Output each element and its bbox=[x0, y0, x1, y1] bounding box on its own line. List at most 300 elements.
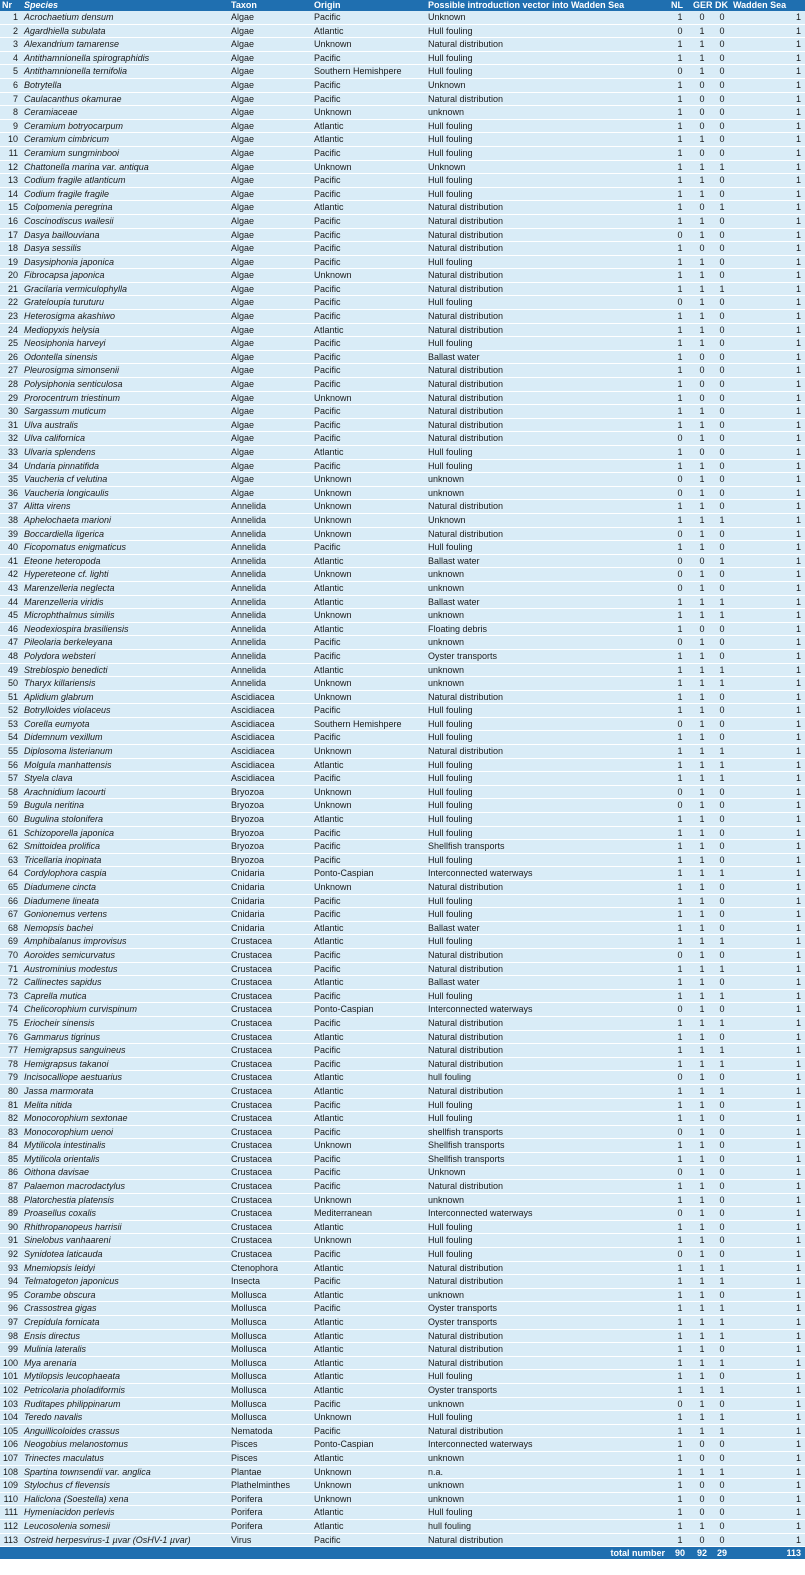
total-row bbox=[0, 1547, 805, 1560]
row-species: Polydora websteri bbox=[22, 649, 229, 663]
row-ger: 1 bbox=[691, 541, 713, 555]
row-species: Crepidula fornicata bbox=[22, 1316, 229, 1330]
row-nr: 90 bbox=[0, 1220, 22, 1234]
row-nl: 1 bbox=[669, 663, 691, 677]
row-nr: 93 bbox=[0, 1261, 22, 1275]
row-species: Stylochus cf flevensis bbox=[22, 1479, 229, 1493]
row-ger: 0 bbox=[691, 1492, 713, 1506]
row-vector: Natural distribution bbox=[426, 323, 669, 337]
row-dk: 0 bbox=[713, 242, 731, 256]
row-species: Corambe obscura bbox=[22, 1288, 229, 1302]
row-origin: Pacific bbox=[312, 1016, 426, 1030]
row-nl: 1 bbox=[669, 78, 691, 92]
table-row bbox=[0, 1261, 805, 1275]
table-row bbox=[0, 745, 805, 759]
row-nr: 55 bbox=[0, 745, 22, 759]
row-dk: 1 bbox=[713, 772, 731, 786]
row-dk: 1 bbox=[713, 1329, 731, 1343]
row-nl: 1 bbox=[669, 146, 691, 160]
table-row bbox=[0, 568, 805, 582]
table-row bbox=[0, 282, 805, 296]
row-nr: 80 bbox=[0, 1084, 22, 1098]
row-nl: 1 bbox=[669, 649, 691, 663]
row-nr: 54 bbox=[0, 731, 22, 745]
row-taxon: Porifera bbox=[229, 1519, 312, 1533]
row-vector: Hull fouling bbox=[426, 704, 669, 718]
row-vector: Ballast water bbox=[426, 976, 669, 990]
row-species: Oithona davisae bbox=[22, 1166, 229, 1180]
row-origin: Pacific bbox=[312, 432, 426, 446]
row-dk: 1 bbox=[713, 1424, 731, 1438]
row-vector: Hull fouling bbox=[426, 785, 669, 799]
row-vector: Unknown bbox=[426, 1166, 669, 1180]
row-nr: 100 bbox=[0, 1356, 22, 1370]
row-dk: 1 bbox=[713, 554, 731, 568]
row-vector: unknown bbox=[426, 106, 669, 120]
row-dk: 0 bbox=[713, 568, 731, 582]
row-ger: 1 bbox=[691, 38, 713, 52]
row-species: Mytilicola intestinalis bbox=[22, 1139, 229, 1153]
row-vector: Natural distribution bbox=[426, 214, 669, 228]
row-ger: 1 bbox=[691, 1152, 713, 1166]
row-origin: Atlantic bbox=[312, 813, 426, 827]
row-species: Gracilaria vermiculophylla bbox=[22, 282, 229, 296]
table-row bbox=[0, 214, 805, 228]
row-wadden: 1 bbox=[731, 948, 805, 962]
row-taxon: Crustacea bbox=[229, 948, 312, 962]
row-species: Marenzelleria viridis bbox=[22, 595, 229, 609]
row-vector: Hull fouling bbox=[426, 1098, 669, 1112]
row-nl: 1 bbox=[669, 1411, 691, 1425]
row-dk: 0 bbox=[713, 1071, 731, 1085]
row-vector: Hull fouling bbox=[426, 146, 669, 160]
row-dk: 0 bbox=[713, 527, 731, 541]
row-species: Diadumene lineata bbox=[22, 894, 229, 908]
row-vector: Ballast water bbox=[426, 921, 669, 935]
row-dk: 0 bbox=[713, 350, 731, 364]
row-nl: 1 bbox=[669, 405, 691, 419]
row-nl: 0 bbox=[669, 296, 691, 310]
row-ger: 0 bbox=[691, 242, 713, 256]
row-origin: Atlantic bbox=[312, 24, 426, 38]
row-origin: Unknown bbox=[312, 690, 426, 704]
row-nr: 3 bbox=[0, 38, 22, 52]
row-nl: 0 bbox=[669, 24, 691, 38]
row-ger: 1 bbox=[691, 310, 713, 324]
row-dk: 1 bbox=[713, 663, 731, 677]
row-nl: 1 bbox=[669, 745, 691, 759]
row-taxon: Crustacea bbox=[229, 1180, 312, 1194]
row-vector: unknown bbox=[426, 677, 669, 691]
table-row bbox=[0, 554, 805, 568]
row-taxon: Annelida bbox=[229, 609, 312, 623]
row-nl: 1 bbox=[669, 989, 691, 1003]
row-taxon: Cnidaria bbox=[229, 881, 312, 895]
row-vector: Natural distribution bbox=[426, 310, 669, 324]
row-vector: Oyster transports bbox=[426, 1316, 669, 1330]
row-species: Trinectes maculatus bbox=[22, 1451, 229, 1465]
row-nl: 1 bbox=[669, 1370, 691, 1384]
row-species: Diplosoma listerianum bbox=[22, 745, 229, 759]
row-origin: Pacific bbox=[312, 378, 426, 392]
row-origin: Pacific bbox=[312, 310, 426, 324]
row-species: Aoroides semicurvatus bbox=[22, 948, 229, 962]
row-species: Synidotea laticauda bbox=[22, 1248, 229, 1262]
table-row bbox=[0, 527, 805, 541]
row-taxon: Algae bbox=[229, 174, 312, 188]
row-dk: 0 bbox=[713, 853, 731, 867]
row-nl: 1 bbox=[669, 976, 691, 990]
row-nr: 96 bbox=[0, 1302, 22, 1316]
row-ger: 0 bbox=[691, 1451, 713, 1465]
row-origin: Pacific bbox=[312, 826, 426, 840]
row-wadden: 1 bbox=[731, 935, 805, 949]
row-taxon: Algae bbox=[229, 187, 312, 201]
row-species: Tricellaria inopinata bbox=[22, 853, 229, 867]
row-nl: 1 bbox=[669, 867, 691, 881]
row-nl: 0 bbox=[669, 1003, 691, 1017]
row-nl: 1 bbox=[669, 255, 691, 269]
row-taxon: Algae bbox=[229, 337, 312, 351]
row-wadden: 1 bbox=[731, 106, 805, 120]
row-taxon: Crustacea bbox=[229, 1166, 312, 1180]
row-wadden: 1 bbox=[731, 242, 805, 256]
table-row bbox=[0, 1220, 805, 1234]
row-nl: 1 bbox=[669, 282, 691, 296]
table-row bbox=[0, 1275, 805, 1289]
row-origin: Unknown bbox=[312, 609, 426, 623]
row-vector: Natural distribution bbox=[426, 38, 669, 52]
row-species: Antithamnionella spirographidis bbox=[22, 51, 229, 65]
row-ger: 1 bbox=[691, 690, 713, 704]
row-taxon: Ctenophora bbox=[229, 1261, 312, 1275]
row-origin: Pacific bbox=[312, 1166, 426, 1180]
row-nr: 109 bbox=[0, 1479, 22, 1493]
table-row bbox=[0, 1180, 805, 1194]
header-species: Species bbox=[22, 0, 229, 11]
row-ger: 1 bbox=[691, 595, 713, 609]
total-nl: 90 bbox=[669, 1547, 691, 1560]
row-nr: 6 bbox=[0, 78, 22, 92]
row-taxon: Crustacea bbox=[229, 1125, 312, 1139]
row-species: Arachnidium lacourti bbox=[22, 785, 229, 799]
row-vector: Unknown bbox=[426, 513, 669, 527]
row-dk: 0 bbox=[713, 459, 731, 473]
row-wadden: 1 bbox=[731, 1397, 805, 1411]
row-vector: Unknown bbox=[426, 78, 669, 92]
row-taxon: Algae bbox=[229, 11, 312, 24]
row-dk: 0 bbox=[713, 51, 731, 65]
row-dk: 1 bbox=[713, 1465, 731, 1479]
table-row bbox=[0, 772, 805, 786]
row-origin: Atlantic bbox=[312, 1451, 426, 1465]
row-nr: 58 bbox=[0, 785, 22, 799]
row-dk: 0 bbox=[713, 690, 731, 704]
row-wadden: 1 bbox=[731, 1343, 805, 1357]
header-wadden: Wadden Sea bbox=[731, 0, 805, 11]
row-nl: 1 bbox=[669, 921, 691, 935]
table-row bbox=[0, 1438, 805, 1452]
table-row bbox=[0, 337, 805, 351]
row-origin: Pacific bbox=[312, 989, 426, 1003]
row-origin: Unknown bbox=[312, 500, 426, 514]
row-ger: 1 bbox=[691, 1193, 713, 1207]
row-taxon: Algae bbox=[229, 119, 312, 133]
row-wadden: 1 bbox=[731, 1071, 805, 1085]
table-row bbox=[0, 581, 805, 595]
row-taxon: Ascidiacea bbox=[229, 758, 312, 772]
row-species: Anguillicoloides crassus bbox=[22, 1424, 229, 1438]
table-row bbox=[0, 269, 805, 283]
row-taxon: Crustacea bbox=[229, 1248, 312, 1262]
row-dk: 0 bbox=[713, 1370, 731, 1384]
row-dk: 0 bbox=[713, 133, 731, 147]
row-vector: Natural distribution bbox=[426, 418, 669, 432]
row-vector: Interconnected waterways bbox=[426, 1438, 669, 1452]
table-row bbox=[0, 432, 805, 446]
row-ger: 1 bbox=[691, 1139, 713, 1153]
row-species: Dasya baillouviana bbox=[22, 228, 229, 242]
row-dk: 0 bbox=[713, 1207, 731, 1221]
row-species: Schizoporella japonica bbox=[22, 826, 229, 840]
row-dk: 0 bbox=[713, 649, 731, 663]
row-origin: Pacific bbox=[312, 636, 426, 650]
row-nl: 1 bbox=[669, 908, 691, 922]
table-row bbox=[0, 1125, 805, 1139]
table-row bbox=[0, 1343, 805, 1357]
header-origin: Origin bbox=[312, 0, 426, 11]
row-nl: 1 bbox=[669, 1139, 691, 1153]
row-wadden: 1 bbox=[731, 1248, 805, 1262]
row-wadden: 1 bbox=[731, 1383, 805, 1397]
row-dk: 0 bbox=[713, 799, 731, 813]
row-nr: 74 bbox=[0, 1003, 22, 1017]
row-origin: Southern Hemishpere bbox=[312, 65, 426, 79]
row-nr: 69 bbox=[0, 935, 22, 949]
row-nl: 1 bbox=[669, 201, 691, 215]
row-species: Cordylophora caspia bbox=[22, 867, 229, 881]
row-wadden: 1 bbox=[731, 187, 805, 201]
row-origin: Unknown bbox=[312, 1234, 426, 1248]
row-vector: Hull fouling bbox=[426, 119, 669, 133]
row-ger: 1 bbox=[691, 704, 713, 718]
row-ger: 1 bbox=[691, 731, 713, 745]
row-wadden: 1 bbox=[731, 1084, 805, 1098]
row-vector: Hull fouling bbox=[426, 799, 669, 813]
row-ger: 0 bbox=[691, 11, 713, 24]
row-nr: 37 bbox=[0, 500, 22, 514]
row-vector: Hull fouling bbox=[426, 174, 669, 188]
table-row bbox=[0, 405, 805, 419]
row-vector: unknown bbox=[426, 1397, 669, 1411]
row-dk: 0 bbox=[713, 1139, 731, 1153]
table-row bbox=[0, 1465, 805, 1479]
row-wadden: 1 bbox=[731, 24, 805, 38]
table-row bbox=[0, 228, 805, 242]
row-wadden: 1 bbox=[731, 853, 805, 867]
row-dk: 0 bbox=[713, 486, 731, 500]
row-dk: 0 bbox=[713, 92, 731, 106]
row-dk: 0 bbox=[713, 1492, 731, 1506]
row-dk: 0 bbox=[713, 106, 731, 120]
row-ger: 1 bbox=[691, 174, 713, 188]
row-taxon: Mollusca bbox=[229, 1370, 312, 1384]
row-ger: 1 bbox=[691, 432, 713, 446]
row-wadden: 1 bbox=[731, 1411, 805, 1425]
row-vector: Natural distribution bbox=[426, 948, 669, 962]
row-dk: 1 bbox=[713, 1302, 731, 1316]
row-nr: 101 bbox=[0, 1370, 22, 1384]
row-origin: Pacific bbox=[312, 1533, 426, 1547]
table-row bbox=[0, 1234, 805, 1248]
table-row bbox=[0, 704, 805, 718]
row-species: Mulinia lateralis bbox=[22, 1343, 229, 1357]
row-nl: 1 bbox=[669, 160, 691, 174]
row-species: Molgula manhattensis bbox=[22, 758, 229, 772]
row-wadden: 1 bbox=[731, 432, 805, 446]
row-wadden: 1 bbox=[731, 255, 805, 269]
row-wadden: 1 bbox=[731, 881, 805, 895]
row-dk: 0 bbox=[713, 255, 731, 269]
table-row bbox=[0, 1071, 805, 1085]
row-ger: 1 bbox=[691, 187, 713, 201]
table-row bbox=[0, 418, 805, 432]
row-origin: Atlantic bbox=[312, 1519, 426, 1533]
row-nr: 17 bbox=[0, 228, 22, 242]
row-dk: 0 bbox=[713, 38, 731, 52]
row-ger: 1 bbox=[691, 1098, 713, 1112]
row-taxon: Ascidiacea bbox=[229, 717, 312, 731]
row-nr: 35 bbox=[0, 473, 22, 487]
table-row bbox=[0, 595, 805, 609]
table-row bbox=[0, 663, 805, 677]
row-origin: Pacific bbox=[312, 255, 426, 269]
row-dk: 0 bbox=[713, 364, 731, 378]
row-origin: Unknown bbox=[312, 677, 426, 691]
row-dk: 0 bbox=[713, 405, 731, 419]
row-nr: 29 bbox=[0, 391, 22, 405]
row-wadden: 1 bbox=[731, 690, 805, 704]
row-nr: 45 bbox=[0, 609, 22, 623]
row-nr: 21 bbox=[0, 282, 22, 296]
row-wadden: 1 bbox=[731, 446, 805, 460]
table-row bbox=[0, 119, 805, 133]
table-body bbox=[0, 11, 805, 1547]
row-vector: Hull fouling bbox=[426, 853, 669, 867]
row-vector: unknown bbox=[426, 609, 669, 623]
row-origin: Pacific bbox=[312, 731, 426, 745]
row-taxon: Insecta bbox=[229, 1275, 312, 1289]
row-dk: 0 bbox=[713, 1288, 731, 1302]
row-vector: Hull fouling bbox=[426, 187, 669, 201]
row-species: Vaucheria longicaulis bbox=[22, 486, 229, 500]
row-taxon: Annelida bbox=[229, 513, 312, 527]
table-row bbox=[0, 1451, 805, 1465]
row-species: Corella eumyota bbox=[22, 717, 229, 731]
row-nl: 1 bbox=[669, 853, 691, 867]
row-vector: Natural distribution bbox=[426, 432, 669, 446]
row-wadden: 1 bbox=[731, 201, 805, 215]
row-nl: 1 bbox=[669, 11, 691, 24]
row-nl: 1 bbox=[669, 1383, 691, 1397]
table-row bbox=[0, 201, 805, 215]
row-species: Hymeniacidon perlevis bbox=[22, 1506, 229, 1520]
row-vector: Natural distribution bbox=[426, 228, 669, 242]
row-taxon: Annelida bbox=[229, 581, 312, 595]
row-origin: Pacific bbox=[312, 908, 426, 922]
table-row bbox=[0, 1519, 805, 1533]
row-ger: 1 bbox=[691, 581, 713, 595]
row-vector: Natural distribution bbox=[426, 282, 669, 296]
row-nr: 106 bbox=[0, 1438, 22, 1452]
row-species: Ulva australis bbox=[22, 418, 229, 432]
total-label: total number bbox=[426, 1547, 669, 1560]
row-nr: 91 bbox=[0, 1234, 22, 1248]
row-ger: 1 bbox=[691, 772, 713, 786]
row-nl: 1 bbox=[669, 1084, 691, 1098]
row-nr: 40 bbox=[0, 541, 22, 555]
table-row bbox=[0, 1003, 805, 1017]
row-taxon: Algae bbox=[229, 405, 312, 419]
row-origin: Pacific bbox=[312, 282, 426, 296]
row-dk: 0 bbox=[713, 378, 731, 392]
row-dk: 0 bbox=[713, 24, 731, 38]
row-taxon: Annelida bbox=[229, 663, 312, 677]
row-nl: 0 bbox=[669, 65, 691, 79]
row-ger: 1 bbox=[691, 296, 713, 310]
row-species: Bugula neritina bbox=[22, 799, 229, 813]
table-row bbox=[0, 323, 805, 337]
row-dk: 0 bbox=[713, 269, 731, 283]
row-vector: Hull fouling bbox=[426, 1370, 669, 1384]
row-vector: Natural distribution bbox=[426, 242, 669, 256]
row-nr: 59 bbox=[0, 799, 22, 813]
row-wadden: 1 bbox=[731, 1044, 805, 1058]
row-nl: 1 bbox=[669, 704, 691, 718]
row-taxon: Algae bbox=[229, 473, 312, 487]
row-taxon: Annelida bbox=[229, 649, 312, 663]
row-nl: 0 bbox=[669, 228, 691, 242]
row-taxon: Algae bbox=[229, 486, 312, 500]
row-taxon: Mollusca bbox=[229, 1329, 312, 1343]
row-wadden: 1 bbox=[731, 745, 805, 759]
row-dk: 0 bbox=[713, 1193, 731, 1207]
row-taxon: Algae bbox=[229, 282, 312, 296]
row-taxon: Mollusca bbox=[229, 1411, 312, 1425]
row-ger: 1 bbox=[691, 853, 713, 867]
row-nr: 43 bbox=[0, 581, 22, 595]
row-taxon: Ascidiacea bbox=[229, 745, 312, 759]
row-origin: Pacific bbox=[312, 1057, 426, 1071]
table-row bbox=[0, 133, 805, 147]
row-origin: Unknown bbox=[312, 513, 426, 527]
row-origin: Pacific bbox=[312, 405, 426, 419]
table-row bbox=[0, 1098, 805, 1112]
row-origin: Pacific bbox=[312, 214, 426, 228]
row-taxon: Virus bbox=[229, 1533, 312, 1547]
row-nl: 0 bbox=[669, 1207, 691, 1221]
row-species: Colpomenia peregrina bbox=[22, 201, 229, 215]
row-taxon: Mollusca bbox=[229, 1302, 312, 1316]
row-taxon: Algae bbox=[229, 323, 312, 337]
row-nl: 0 bbox=[669, 568, 691, 582]
row-dk: 0 bbox=[713, 11, 731, 24]
row-ger: 1 bbox=[691, 867, 713, 881]
row-nr: 72 bbox=[0, 976, 22, 990]
row-nl: 1 bbox=[669, 1465, 691, 1479]
row-wadden: 1 bbox=[731, 1370, 805, 1384]
row-nr: 61 bbox=[0, 826, 22, 840]
